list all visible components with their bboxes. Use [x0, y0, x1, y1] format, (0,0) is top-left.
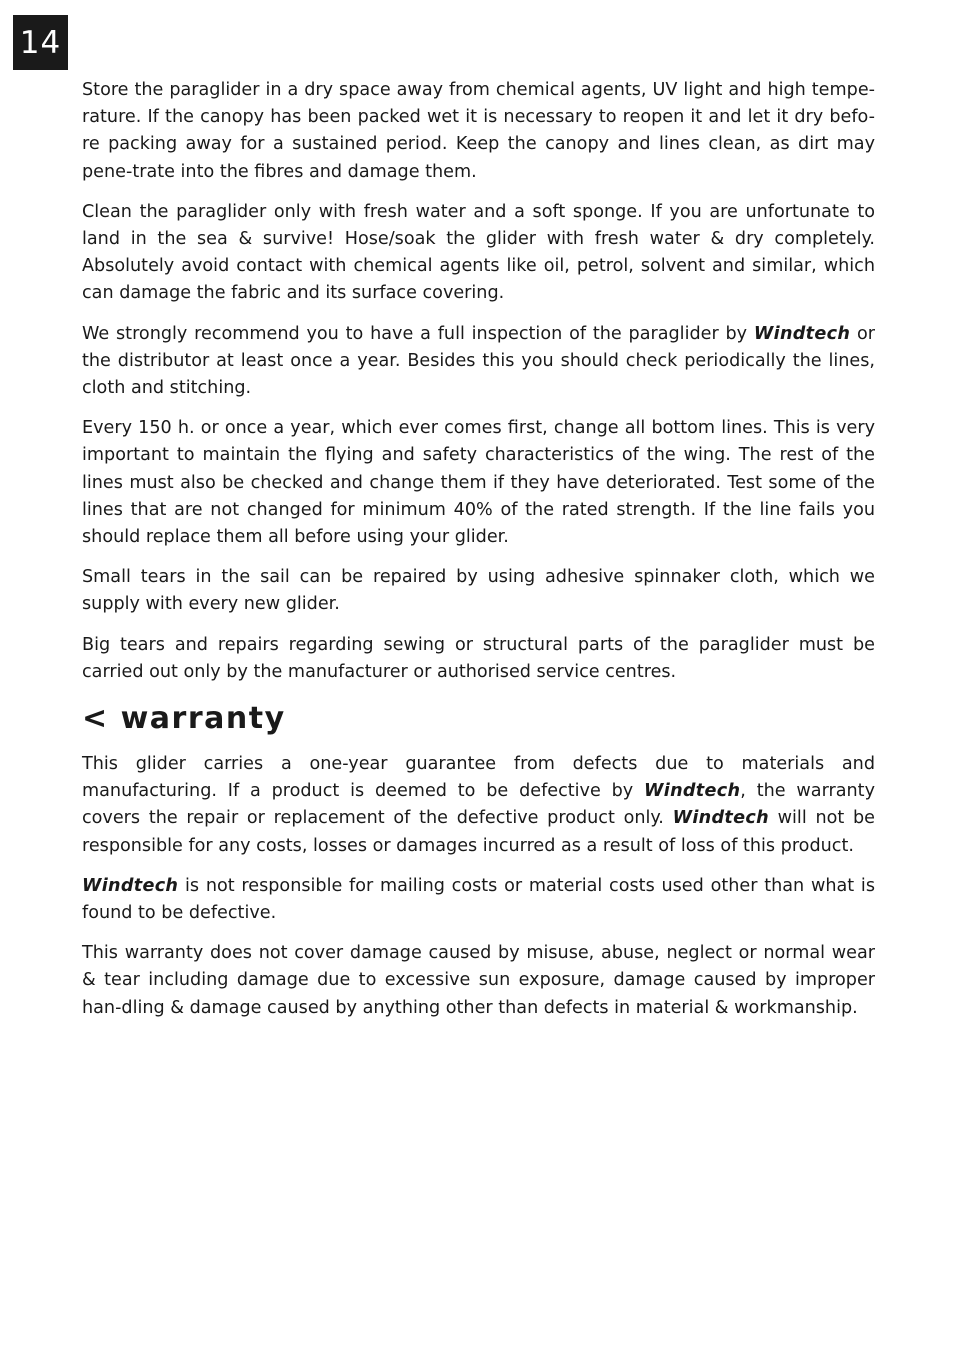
- care-paragraph-small-tears: Small tears in the sail can be repaired by using adhesive spinnaker cloth, which we supply with every new glider.: [82, 567, 875, 615]
- brand-name: Windtech: [644, 781, 741, 802]
- page-number: 14: [13, 15, 68, 70]
- guarantee-text-b: , the warranty covers the repair or replacement of the defective product only.: [82, 781, 875, 829]
- costs-text: is not responsible for mailing costs or material costs used other than what is found to be defective.: [82, 875, 875, 924]
- inspection-text-after: or the distributor at least once a year. Besides this you should check periodically the lines, cloth and stitching.: [82, 323, 876, 399]
- warranty-paragraph-guarantee: [82, 751, 875, 860]
- warranty-paragraph-costs: [82, 873, 875, 927]
- guarantee-text-c: will not be responsible for any costs, losses or damages incurred as a result of loss of this product.: [82, 808, 875, 856]
- care-paragraph-cleaning: Clean the paraglider only with fresh water and a soft sponge. If you are unfortunate to land in the sea & survive! Hose/soak the glider with fresh water & dry completely. Absolutely avoid contact with chemical agents like oil, petrol, solvent and similar, which can damage the fabric and its surface covering.: [82, 201, 875, 304]
- inspection-text-before: We strongly recommend you to have a full inspection of the paraglider by: [82, 323, 754, 344]
- brand-name: Windtech: [82, 875, 179, 896]
- brand-name: Windtech: [753, 323, 851, 344]
- brand-name: Windtech: [672, 808, 769, 829]
- warranty-paragraph-exclusions: This warranty does not cover damage caused by misuse, abuse, neglect or normal wear & tear including damage due to excessive sun exposure, damage caused by improper han-dling & damage caused by anything other than defects in material & workmanship.: [82, 943, 875, 1018]
- care-paragraph-lines: Every 150 h. or once a year, which ever comes first, change all bottom lines. This is very important to maintain the flying and safety characteristics of the wing. The rest of the lines must also be checked and change them if they have deteriorated. Test some of the lines that are not changed for minimum 40% of the rated strength. If the line fails you should replace them all before using your glider.: [82, 418, 875, 548]
- care-paragraph-inspection: [82, 321, 875, 403]
- care-paragraph-storage: Store the paraglider in a dry space away from chemical agents, UV light and high tempe-rature. If the canopy has been packed wet it is necessary to reopen it and let it dry befo-re packing away for a sustained period. Keep the canopy and lines clean, as dirt may pene-trate into the fibres and damage them.: [82, 80, 875, 182]
- care-paragraph-big-tears: Big tears and repairs regarding sewing or structural parts of the paraglider must be carried out only by the manufacturer or authorised service centres.: [82, 634, 875, 682]
- warranty-heading: < warranty: [82, 701, 286, 737]
- guarantee-text-a: This glider carries a one-year guarantee from defects due to materials and manufacturing. If a product is deemed to be defective by: [82, 754, 875, 802]
- page-content: [82, 77, 875, 1035]
